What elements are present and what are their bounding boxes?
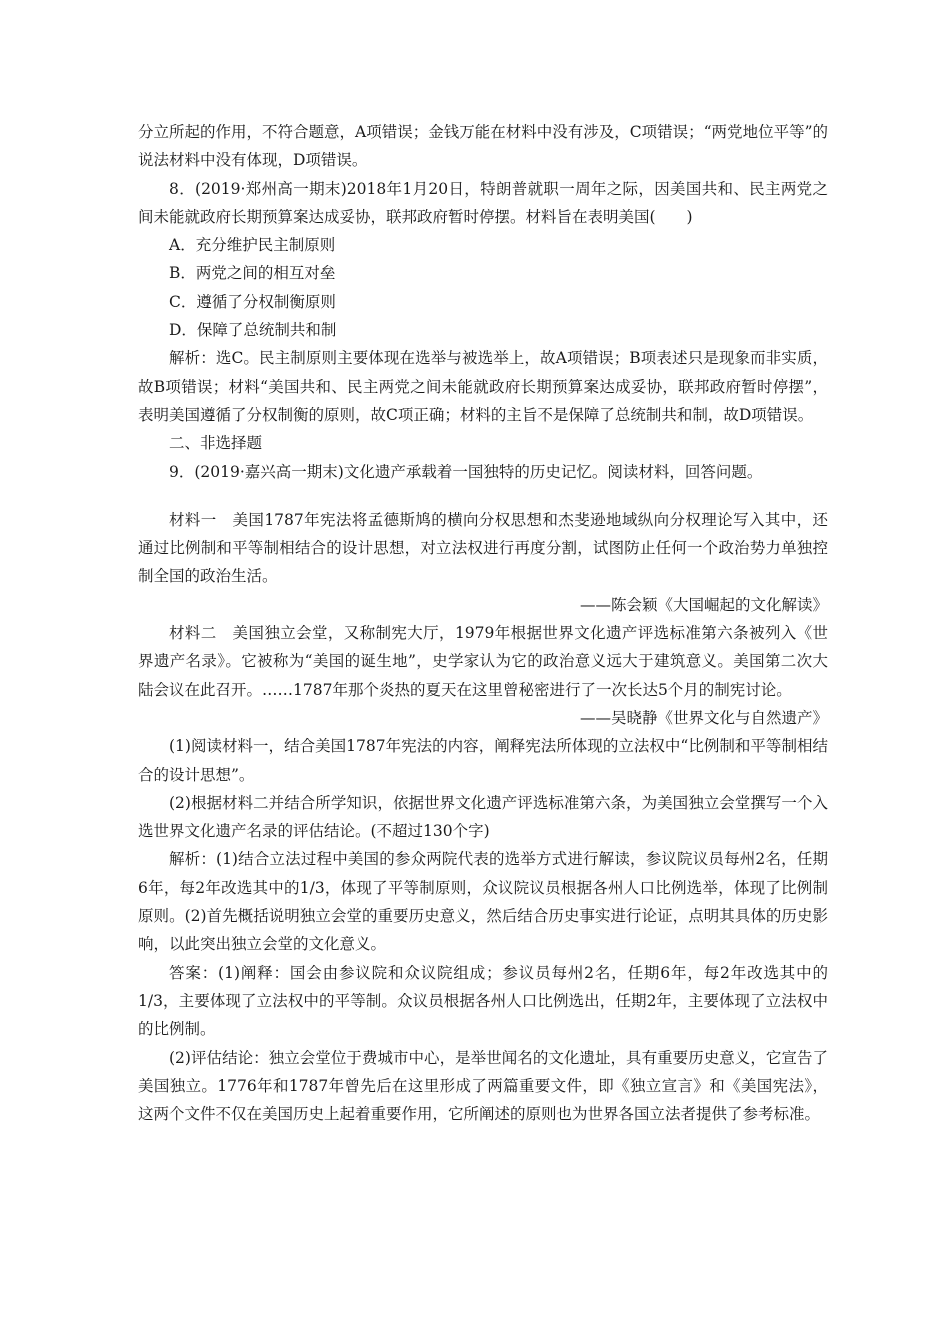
- question-9-stem: 9．(2019·嘉兴高一期末)文化遗产承载着一国独特的历史记忆。阅读材料，回答问题。: [169, 462, 763, 481]
- question-9-answer-2: (2)评估结论：独立会堂位于费城市中心，是举世闻名的文化遗址，具有重要历史意义，它宣告了美国独立。1776年和1787年曾先后在这里形成了两篇重要文件，即《独立宣言》和《美国宪法》，这两个文件不仅在美国历史上起着重要作用，它所阐述的原则也为世界各国立法者提供了参考标准。: [138, 1048, 828, 1124]
- question-8-analysis: 解析：选C。民主制原则主要体现在选举与被选举上，故A项错误；B项表述只是现象而非实质，故B项错误；材料“美国共和、民主两党之间未能就政府长期预算案达成妥协，联邦政府暂时停摆”，表明美国遵循了分权制衡的原则，故C项正确；材料的主旨不是保障了总统制共和制，故D项错误。: [138, 349, 828, 424]
- material-1: 材料一 美国1787年宪法将孟德斯鸠的横向分权思想和杰斐逊地域纵向分权理论写入其中，还通过比例制和平等制相结合的设计思想，对立法权进行再度分割，试图防止任何一个政治势力单独控制全国的政治生活。: [138, 510, 828, 586]
- spacer: [138, 486, 828, 506]
- question-8-option-d: D．保障了总统制共和制: [169, 321, 337, 340]
- document-body: [138, 118, 828, 1128]
- material-2: 材料二 美国独立会堂，又称制宪大厅，1979年根据世界文化遗产评选标准第六条被列入《世界遗产名录》。它被称为“美国的诞生地”，史学家认为它的政治意义远大于建筑意义。美国第二次大陆会议在此召开。……1787年那个炎热的夏天在这里曾秘密进行了一次长达5个月的制宪讨论。: [138, 624, 828, 699]
- question-9-analysis: 解析：(1)结合立法过程中美国的参众两院代表的选举方式进行解读，参议院议员每州2名，任期6年，每2年改选其中的1/3，体现了平等制原则，众议院议员根据各州人口比例选举，体现了比例制原则。(2)首先概括说明独立会堂的重要历史意义，然后结合历史事实进行论证，点明其具体的历史影响，以此突出独立会堂的文化意义。: [138, 850, 828, 954]
- section-heading: 二、非选择题: [169, 434, 263, 453]
- question-9-answer-1: 答案：(1)阐释：国会由参议院和众议院组成；参议员每州2名，任期6年，每2年改选其中的1/3，主要体现了立法权中的平等制。众议员根据各州人口比例选出，任期2年，主要体现了立法权中的比例制。: [138, 963, 828, 1039]
- question-8-stem: 8．(2019·郑州高一期末)2018年1月20日，特朗普就职一周年之际，因美国共和、民主两党之间未能就政府长期预算案达成妥协，联邦政府暂时停摆。材料旨在表明美国( ): [138, 179, 828, 226]
- previous-answer-tail: 分立所起的作用，不符合题意，A项错误；金钱万能在材料中没有涉及，C项错误；“两党地位平等”的说法材料中没有体现，D项错误。: [138, 123, 828, 170]
- question-8-option-b: B．两党之间的相互对垒: [169, 264, 336, 283]
- material-1-source: ——陈会颖《大国崛起的文化解读》: [579, 595, 828, 614]
- question-8-option-a: A．充分维护民主制原则: [169, 236, 336, 255]
- question-9-sub-2: (2)根据材料二并结合所学知识，依据世界文化遗产评选标准第六条，为美国独立会堂撰写一个入选世界文化遗产名录的评估结论。(不超过130个字): [138, 793, 828, 841]
- question-9-sub-1: (1)阅读材料一，结合美国1787年宪法的内容，阐释宪法所体现的立法权中“比例制和平等制相结合的设计思想”。: [138, 737, 828, 784]
- question-8-option-c: C．遵循了分权制衡原则: [169, 292, 336, 311]
- material-2-source: ——吴晓静《世界文化与自然遗产》: [579, 708, 828, 727]
